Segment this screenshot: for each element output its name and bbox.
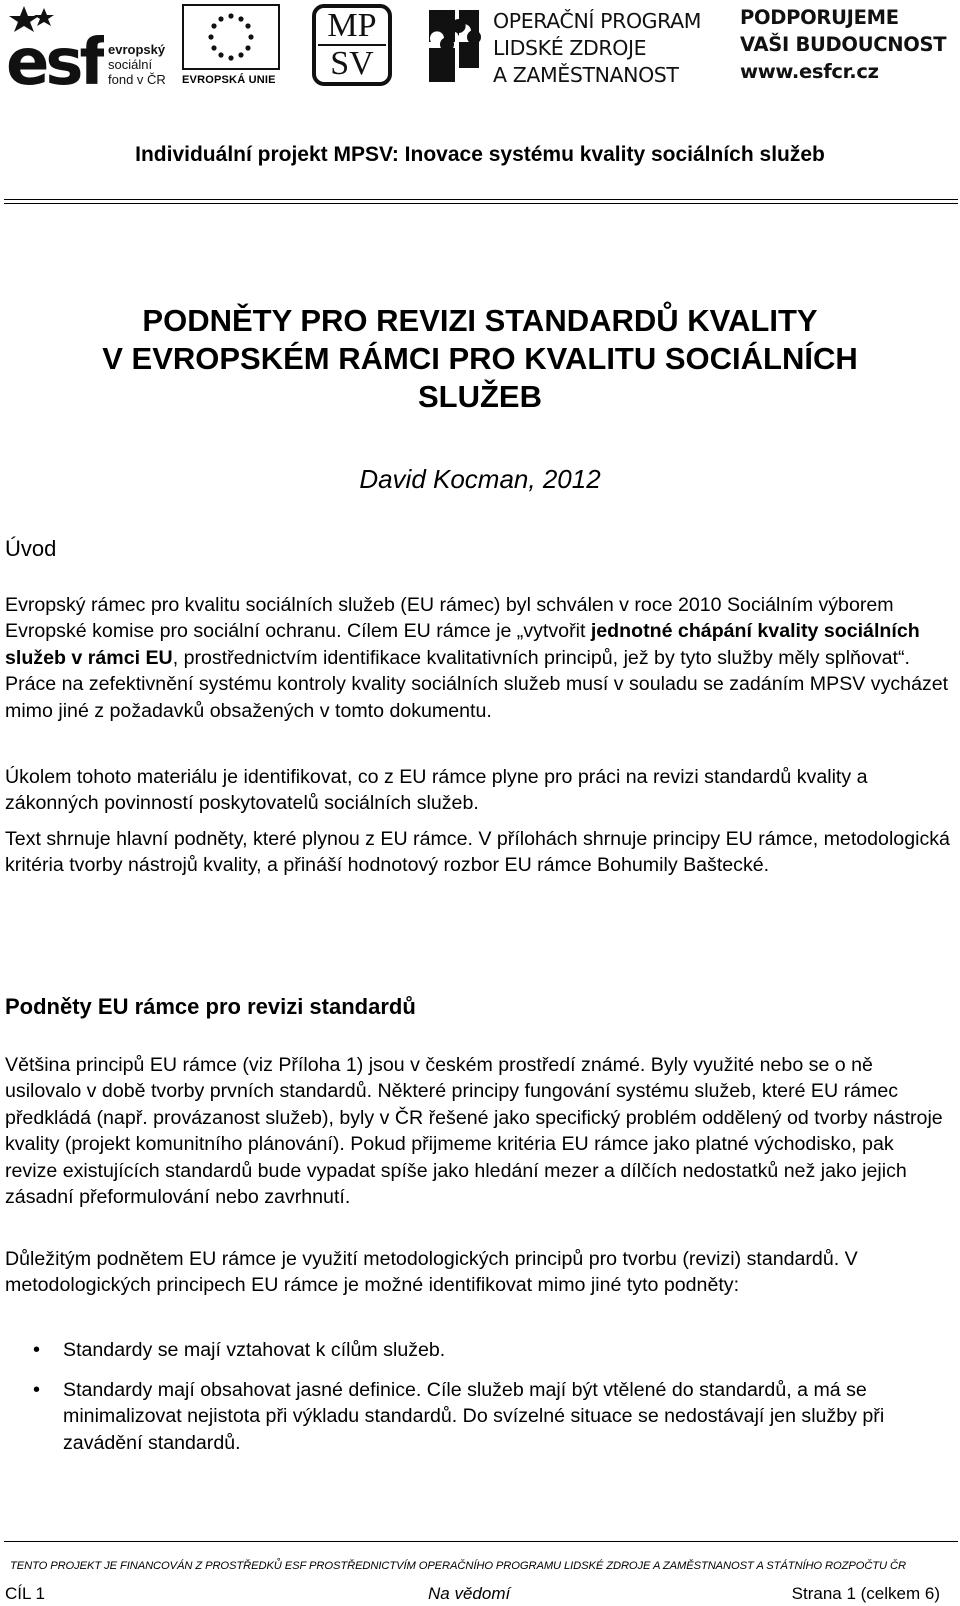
intro-heading: Úvod	[5, 536, 57, 561]
op-line1: OPERAČNÍ PROGRAM	[493, 9, 702, 33]
esf-caption	[108, 42, 166, 87]
esf-line1: evropský	[108, 42, 166, 57]
esf-mark-icon	[6, 4, 104, 86]
document-title	[0, 302, 960, 416]
pod-line1: PODPORUJEME	[740, 6, 899, 29]
intro-paragraph-2: Úkolem tohoto materiálu je identifikovat, co z EU rámce plyne pro práci na revizi standardů kvality a zákonných povinností poskytovatelů sociálních služeb.	[5, 766, 868, 815]
podporujeme-logo	[740, 4, 946, 85]
header-rule-bottom	[4, 203, 958, 204]
op-line2: LIDSKÉ ZDROJE	[493, 36, 647, 60]
header-rule-top	[4, 199, 958, 200]
bullet-text: Standardy mají obsahovat jasné definice. Cíle služeb mají být vtělené do standardů, a má se minimalizovat nejistota při výkladu standardů. Do svízelné situace se nedostávají jen služby při zavádění standardů.	[63, 1379, 885, 1454]
op-caption	[493, 8, 701, 89]
page-number: Strana 1 (celkem 6)	[791, 1584, 940, 1603]
section2-paragraph-2: Důležitým podnětem EU rámce je využití metodologických principů pro tvorbu (revizi) standardů. V metodologických principech EU rámce je možné identifikovat mimo jiné tyto podněty:	[5, 1248, 858, 1297]
author: David Kocman, 2012	[359, 464, 601, 494]
puzzle-icon	[425, 6, 483, 86]
footer-left: CÍL 1	[5, 1584, 46, 1603]
mpsv-logo	[312, 4, 392, 86]
esf-logo	[6, 4, 176, 90]
intro-p1-bold: jednotné chápání kvality sociálních služeb v rámci EU	[5, 620, 920, 669]
esf-line2: sociální	[108, 57, 153, 72]
pod-line3[interactable]: www.esfcr.cz	[740, 60, 879, 83]
eu-label: EVROPSKÁ UNIE	[182, 74, 276, 86]
mpsv-bottom: SV	[330, 45, 374, 82]
esf-line3: fond v ČR	[108, 72, 166, 87]
title-line1: PODNĚTY PRO REVIZI STANDARDŮ KVALITY	[142, 303, 818, 338]
bullet-icon: •	[33, 1379, 41, 1401]
esf-mark-text: esf	[6, 26, 104, 86]
footer-rule	[4, 1541, 958, 1542]
op-lzz-logo	[425, 4, 715, 90]
footer-center: Na vědomí	[428, 1584, 511, 1603]
footer-funding: TENTO PROJEKT JE FINANCOVÁN Z PROSTŘEDKŮ ESF PROSTŘEDNICTVÍM OPERAČNÍHO PROGRAMU LIDSKÉ ZDROJE A ZAMĚSTNANOST A STÁTNÍHO ROZPOČTU ČR	[10, 1560, 906, 1572]
intro-paragraph-3: Text shrnuje hlavní podněty, které plynou z EU rámce. V přílohách shrnuje principy EU rámce, metodologická kritéria tvorby nástrojů kvality, a přináší hodnotový rozbor EU rámce Bohumily Baštecké.	[5, 828, 950, 877]
section2-paragraph-1: Většina principů EU rámce (viz Příloha 1) jsou v českém prostředí známé. Byly využité nebo se o ně usilovalo v době tvorby prvních standardů. Některé principy fungování systému služeb, které EU rámec předkládá (např. provázanost služeb), byly v ČR řešené jako specifický problém oddělený od tvorby nástroje kvality (projekt komunitního plánování). Pokud přijmeme kritéria EU rámce jako platné východisko, pak revize existujících standardů bude vypadat spíše jako hledání mezer a dílčích nedostatků než jako jejich zásadní přeformulování nebo zavrhnutí.	[5, 1054, 943, 1209]
intro-p1-b: , prostřednictvím identifikace kvalitativních principů, jež by tyto služby měly splňovat“. Práce na zefektivnění systému kontroly kvality sociálních služeb musí v souladu se zadáním MPSV vycházet mimo jiné z požadavků obsažených v tomto dokumentu.	[5, 646, 949, 722]
bullet-text: Standardy se mají vztahovat k cílům služeb.	[63, 1339, 446, 1361]
title-line3: SLUŽEB	[418, 379, 542, 414]
title-line2: V EVROPSKÉM RÁMCI PRO KVALITU SOCIÁLNÍCH	[102, 341, 858, 376]
intro-paragraph-1	[5, 592, 950, 724]
eu-logo	[182, 4, 282, 88]
eu-flag-icon	[182, 4, 280, 70]
logo-bar	[0, 0, 960, 92]
op-line3: A ZAMĚSTNANOST	[493, 63, 679, 87]
pod-line2: VAŠI BUDOUCNOST	[740, 33, 947, 56]
bullet-icon: •	[33, 1339, 41, 1361]
mpsv-top: MP	[327, 7, 377, 44]
intro-p1-a: Evropský rámec pro kvalitu sociálních služeb (EU rámec) byl schválen v roce 2010 Sociálním výborem Evropské komise pro sociální ochranu. Cílem EU rámce je „vytvořit	[5, 594, 894, 643]
section2-heading: Podněty EU rámce pro revizi standardů	[5, 994, 416, 1019]
project-title: Individuální projekt MPSV: Inovace systému kvality sociálních služeb	[135, 143, 825, 166]
